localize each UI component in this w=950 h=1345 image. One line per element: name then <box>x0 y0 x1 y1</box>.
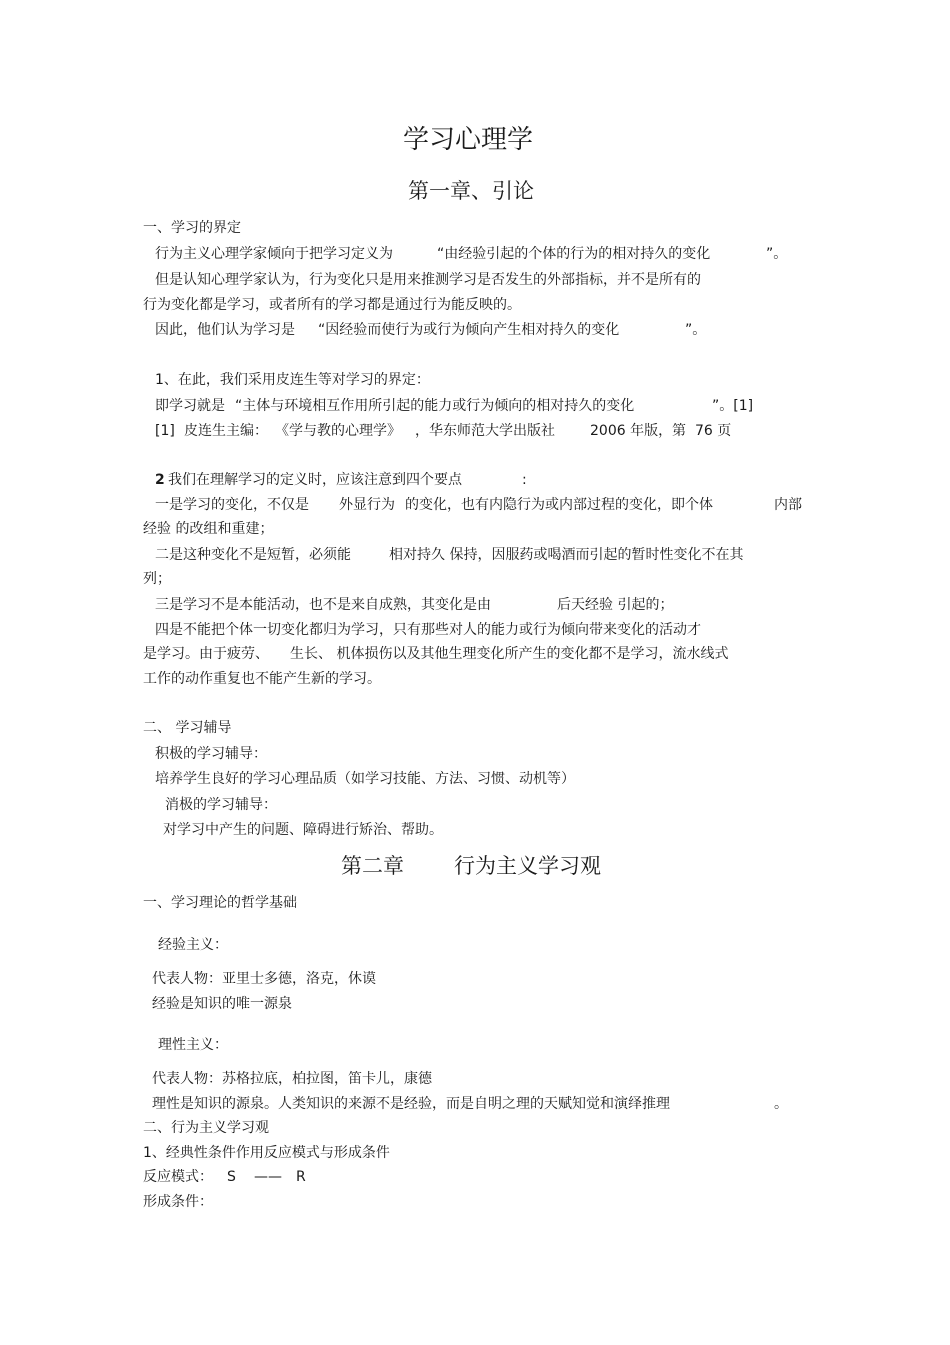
chapter-2-heading: 行为主义学习观 <box>454 854 601 878</box>
section-heading: 一、学习理论的哲学基础 <box>143 895 297 911</box>
paragraph-line: 我们在理解学习的定义时，应该注意到四个要点 <box>168 472 462 488</box>
paragraph-line: 消极的学习辅导： <box>165 797 277 813</box>
paragraph-line: 培养学生良好的学习心理品质（如学习技能、方法、习惯、动机等） <box>155 771 575 787</box>
paragraph-line: 对学习中产生的问题、障碍进行矫治、帮助。 <box>163 822 443 838</box>
paragraph-line: 三是学习不是本能活动，也不是来自成熟，其变化是由 <box>155 597 491 613</box>
paragraph-line: 的变化，也有内隐行为或内部过程的变化，即个体 <box>405 497 713 513</box>
footnote-ref: ，华东师范大学出版社 <box>415 423 555 439</box>
footnote-ref: 《学与教的心理学》 <box>275 423 401 439</box>
footnote-ref: [1] <box>155 423 175 439</box>
paragraph-line: 代表人物：苏格拉底，柏拉图，笛卡儿，康德 <box>152 1071 432 1087</box>
paragraph-line: 是学习。由于疲劳、 <box>143 646 269 662</box>
paragraph-line: 但是认知心理学家认为，行为变化只是用来推测学习是否发生的外部指标，并不是所有的 <box>155 272 701 288</box>
paragraph-line: ”。 <box>766 246 788 262</box>
point-number: 2 <box>155 472 165 488</box>
paragraph-line: 相对持久 保持，因服药或喝酒而引起的暂时性变化不在其 <box>389 547 744 563</box>
paragraph-line: —— <box>254 1169 282 1185</box>
paragraph-line: 1、在此，我们采用皮连生等对学习的界定： <box>155 372 430 388</box>
paragraph-line: 行为主义心理学家倾向于把学习定义为 <box>155 246 393 262</box>
paragraph-line: “因经验而使行为或行为倾向产生相对持久的变化 <box>318 322 620 338</box>
footnote-ref: 2006 年版， <box>590 423 673 439</box>
paragraph-line: S <box>227 1169 236 1185</box>
paragraph-line: 生长、 机体损伤以及其他生理变化所产生的变化都不是学习，流水线式 <box>290 646 729 662</box>
chapter-2-heading: 第二章 <box>341 854 404 878</box>
paragraph-line: 积极的学习辅导： <box>155 746 267 762</box>
paragraph-line: 经验主义： <box>158 937 228 953</box>
paragraph-line: 一是学习的变化，不仅是 <box>155 497 309 513</box>
paragraph-line: ”。 <box>685 322 707 338</box>
paragraph-line: 形成条件： <box>143 1194 213 1210</box>
paragraph-line: 内部 <box>774 497 802 513</box>
paragraph-line: 后天经验 引起的； <box>557 597 674 613</box>
paragraph-line: “由经验引起的个体的行为的相对持久的变化 <box>437 246 711 262</box>
chapter-1-heading: 第一章、引论 <box>408 179 534 203</box>
paragraph-line: 四是不能把个体一切变化都归为学习，只有那些对人的能力或行为倾向带来变化的活动才 <box>155 622 701 638</box>
footnote-ref: 皮连生主编： <box>184 423 268 439</box>
paragraph-line: 代表人物：亚里士多德，洛克，休谟 <box>152 971 376 987</box>
paragraph-line: R <box>296 1169 306 1185</box>
paragraph-line: 经验 的改组和重建； <box>143 521 274 537</box>
paragraph-line: 1、经典性条件作用反应模式与形成条件 <box>143 1145 390 1161</box>
paragraph-line: 即学习就是 <box>155 398 225 414</box>
paragraph-line: 反应模式： <box>143 1169 213 1185</box>
paragraph-line: ”。[1] <box>712 398 754 414</box>
section-heading: 一、学习的界定 <box>143 220 241 236</box>
paragraph-line: “主体与环境相互作用所引起的能力或行为倾向的相对持久的变化 <box>235 398 635 414</box>
paragraph-line: 列； <box>143 571 171 587</box>
paragraph-line: 经验是知识的唯一源泉 <box>152 996 292 1012</box>
paragraph-line: 理性主义： <box>158 1037 228 1053</box>
paragraph-line: 工作的动作重复也不能产生新的学习。 <box>143 671 381 687</box>
paragraph-line: 理性是知识的源泉。人类知识的来源不是经验，而是自明之理的天赋知觉和演绎推理 <box>152 1096 670 1112</box>
paragraph-line: 行为变化都是学习，或者所有的学习都是通过行为能反映的。 <box>143 297 521 313</box>
page-title: 学习心理学 <box>403 125 534 155</box>
section-heading: 二、 学习辅导 <box>143 720 232 736</box>
paragraph-line: 。 <box>774 1096 788 1112</box>
paragraph-line: 二是这种变化不是短暂，必须能 <box>155 547 351 563</box>
footnote-ref: 76 页 <box>695 423 732 439</box>
paragraph-line: : <box>522 472 527 488</box>
footnote-ref: 第 <box>672 423 686 439</box>
paragraph-line: 因此，他们认为学习是 <box>155 322 295 338</box>
section-heading: 二、行为主义学习观 <box>143 1120 269 1136</box>
paragraph-line: 外显行为 <box>339 497 395 513</box>
